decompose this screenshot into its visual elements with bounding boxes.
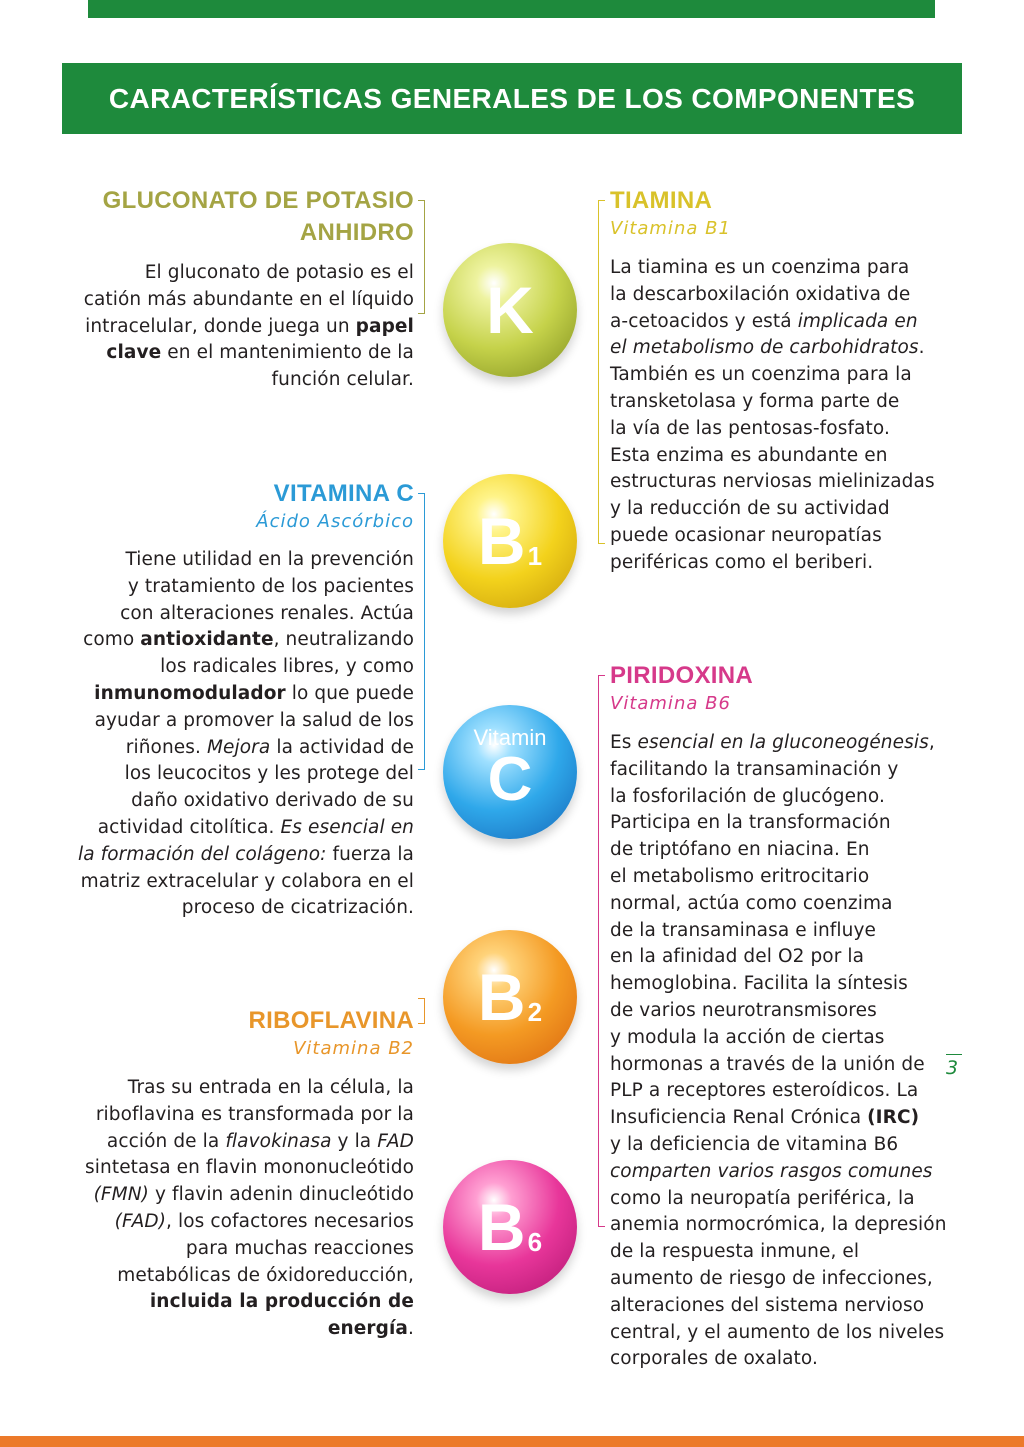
text-line: como antioxidante, neutralizando (83, 629, 414, 651)
potasio-text (84, 260, 414, 394)
text-line: (FMN) y flavin adenin dinucleótido (93, 1184, 414, 1206)
text-line: central, y el aumento de los niveles (610, 1321, 945, 1343)
text-line: Participa en la transformación (610, 812, 891, 834)
text-line: los leucocitos y les protege del (124, 763, 414, 785)
text-line: como la neuropatía periférica, la (610, 1187, 915, 1209)
vitamin-b6-sphere (443, 1160, 577, 1294)
text-line: Tras su entrada en la célula, la (127, 1077, 414, 1098)
text-line: PLP a receptores esteroídicos. La (610, 1080, 919, 1102)
text-line: metabólicas de óxidoreducción, (117, 1264, 414, 1286)
text-line: la descarboxilación oxidativa de (610, 283, 911, 305)
tiamina-text (610, 255, 935, 577)
text-line: a-cetoacidos y está implicada en (610, 310, 918, 332)
text-line: el metabolismo de carbohidratos. (610, 337, 925, 359)
potasio-bracket (418, 200, 425, 314)
text-line: También es un coenzima para la (610, 364, 912, 386)
text-line: función celular. (271, 369, 414, 391)
text-line: y la reducción de su actividad (610, 498, 890, 520)
vitc-subtitle: Ácido Ascórbico (256, 511, 414, 532)
text-line: riboflavina es transformada por la (95, 1103, 414, 1125)
text-line: para muchas reacciones (185, 1237, 414, 1259)
text-line: El gluconato de potasio es el (144, 262, 414, 283)
text-line: intracelular, donde juega un papel (85, 315, 414, 337)
vitamin-c-sphere (443, 705, 577, 839)
text-line: estructuras nerviosas mielinizadas (610, 471, 935, 493)
text-line: periféricas como el beriberi. (610, 551, 874, 573)
text-line: de varios neurotransmisores (610, 999, 877, 1021)
potasio-title-line: ANHIDRO (299, 219, 414, 246)
text-line: proceso de cicatrización. (181, 897, 414, 919)
vitc-text (78, 547, 414, 922)
text-line: anemia normocrómica, la depresión (610, 1214, 947, 1236)
text-line: y tratamiento de los pacientes (127, 575, 414, 597)
potasio-title (103, 185, 414, 249)
text-line: los radicales libres, y como (160, 656, 414, 678)
text-line: sintetasa en flavin mononucleótido (85, 1157, 414, 1179)
vitamin-k-sphere (443, 243, 577, 377)
text-line: hormonas a través de la unión de (610, 1053, 925, 1075)
sphere-letter: K (486, 273, 534, 347)
piri-title: PIRIDOXINA (610, 662, 754, 689)
text-line: acción de la flavokinasa y la FAD (106, 1130, 414, 1152)
ribo-title: RIBOFLAVINA (248, 1007, 414, 1034)
text-line: actividad citolítica. Es esencial en (97, 816, 414, 838)
text-line: energía. (327, 1318, 414, 1340)
text-line: el metabolismo eritrocitario (610, 865, 870, 887)
tiamina-bracket (598, 200, 605, 544)
vitamin-b2-sphere (443, 930, 577, 1064)
text-line: con alteraciones renales. Actúa (120, 602, 414, 624)
vitc-bracket (418, 493, 425, 770)
vitamin-b1-sphere (443, 474, 577, 608)
vitc-title: VITAMINA C (273, 480, 414, 507)
sphere-letter: B (477, 1190, 526, 1264)
text-line: incluida la producción de (149, 1291, 414, 1313)
text-line: la fosforilación de glucógeno. (610, 785, 885, 807)
text-line: y modula la acción de ciertas (610, 1026, 885, 1048)
piri-text (610, 730, 947, 1373)
text-line: Tiene utilidad en la prevención (125, 549, 414, 570)
text-line: (FAD), los cofactores necesarios (114, 1210, 414, 1232)
ribo-text (85, 1075, 414, 1343)
tiamina-subtitle: Vitamina B1 (610, 218, 731, 239)
text-line: en la afinidad del O2 por la (610, 946, 865, 968)
text-line: de triptófano en niacina. En (610, 839, 870, 861)
text-line: inmunomodulador lo que puede (94, 682, 414, 704)
sphere-subscript: 2 (527, 997, 543, 1027)
sphere-subscript: 6 (527, 1227, 543, 1257)
text-line: transketolasa y forma parte de (610, 390, 900, 412)
sphere-letter: B (477, 960, 526, 1034)
text-line: La tiamina es un coenzima para (610, 257, 910, 278)
ribo-bracket (418, 998, 425, 1024)
text-line: y la deficiencia de vitamina B6 (610, 1133, 899, 1155)
page-number: 3 (946, 1054, 962, 1079)
piri-bracket (598, 675, 605, 1227)
page-title: CARACTERÍSTICAS GENERALES DE LOS COMPONENTES (62, 63, 962, 134)
text-line: comparten varios rasgos comunes (610, 1160, 933, 1182)
text-line: la formación del colágeno: fuerza la (77, 843, 414, 865)
sphere-letter: C (487, 745, 533, 814)
text-line: Esta enzima es abundante en (610, 444, 888, 466)
text-line: Insuficiencia Renal Crónica (IRC) (610, 1107, 920, 1129)
text-line: facilitando la transaminación y (610, 758, 899, 780)
ribo-subtitle: Vitamina B2 (293, 1038, 414, 1059)
sphere-letter: B (477, 504, 526, 578)
sphere-top-label: Vitamin (473, 725, 547, 750)
sphere-subscript: 1 (527, 541, 543, 571)
text-line: riñones. Mejora la actividad de (125, 736, 414, 758)
potasio-title-line: GLUCONATO DE POTASIO (102, 187, 414, 214)
text-line: normal, actúa como coenzima (610, 892, 893, 914)
text-line: puede ocasionar neuropatías (610, 524, 882, 546)
text-line: ayudar a promover la salud de los (94, 709, 414, 731)
top-green-bar (88, 0, 935, 18)
piri-subtitle: Vitamina B6 (610, 693, 731, 714)
text-line: catión más abundante en el líquido (83, 288, 414, 310)
text-line: hemoglobina. Facilita la síntesis (610, 973, 908, 995)
bottom-orange-bar (0, 1436, 1024, 1447)
tiamina-title: TIAMINA (610, 187, 713, 214)
text-line: daño oxidativo derivado de su (131, 790, 414, 812)
text-line: Es esencial en la gluconeogénesis, (610, 732, 935, 753)
text-line: aumento de riesgo de infecciones, (610, 1267, 933, 1289)
text-line: la vía de las pentosas-fosfato. (610, 417, 890, 439)
text-line: matriz extracelular y colabora en el (80, 870, 414, 892)
text-line: alteraciones del sistema nervioso (610, 1294, 925, 1316)
text-line: de la respuesta inmune, el (610, 1241, 860, 1263)
text-line: clave en el mantenimiento de la (106, 342, 414, 364)
text-line: corporales de oxalato. (610, 1348, 818, 1370)
text-line: de la transaminasa e influye (610, 919, 876, 941)
